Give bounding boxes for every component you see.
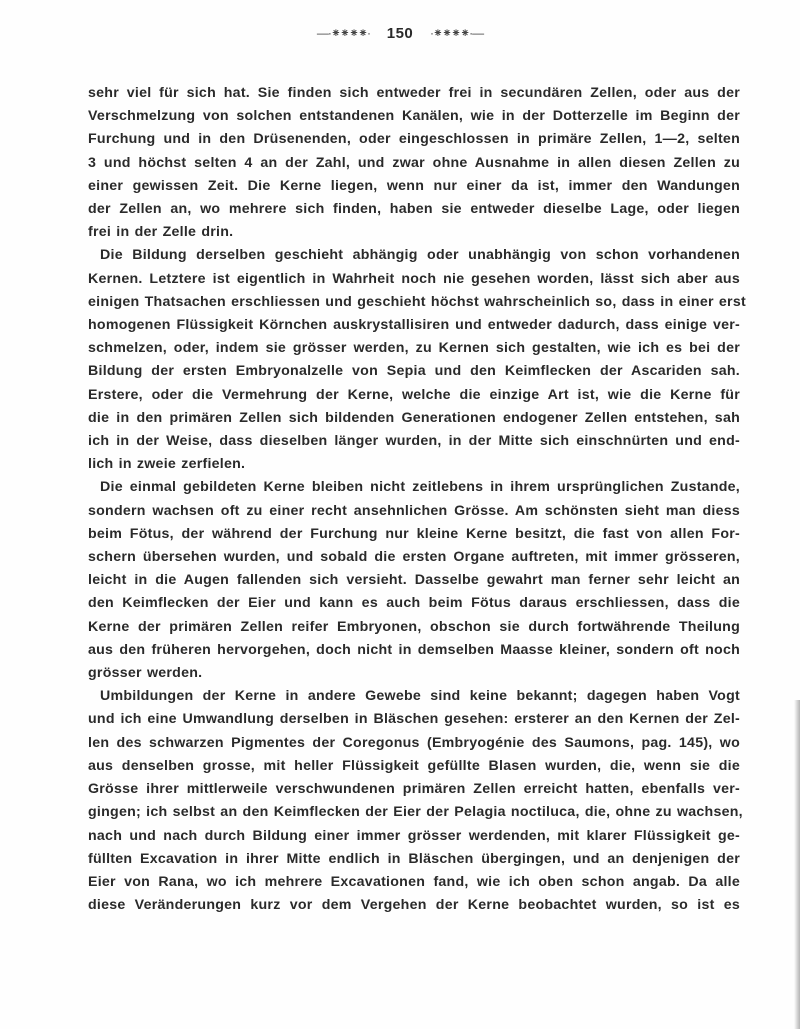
- text-line: frei in der Zelle drin.: [88, 224, 234, 241]
- text-line: Kerne der primären Zellen reifer Embryonen, obschon sie durch fortwährende Theilung: [88, 618, 740, 635]
- text-line: Die Bildung derselben geschieht abhängig oder unabhängig von schon vorhandenen: [100, 247, 740, 264]
- text-line: aus den früheren hervorgehen, doch nicht in demselben Maasse kleiner, sondern oft noch: [88, 641, 740, 658]
- text-line: sondern wachsen oft zu einer recht ansehnlichen Grösse. Am schönsten sieht man diess: [88, 502, 740, 519]
- text-line: einigen Thatsachen erschliessen und geschieht höchst wahrscheinlich so, dass in einer erst: [88, 293, 746, 310]
- text-line: Kernen. Letztere ist eigentlich in Wahrheit noch nie gesehen worden, lässt sich aber aus: [88, 270, 740, 287]
- text-line: homogenen Flüssigkeit Körnchen auskrystallisiren und entweder dadurch, dass einige ver-: [88, 317, 740, 334]
- ornament-left: —·⁕⁕⁕⁕·: [316, 26, 371, 41]
- text-line: 3 und höchst selten 4 an der Zahl, und zwar ohne Ausnahme in allen diesen Zellen zu: [88, 154, 740, 171]
- page-header: [0, 24, 800, 42]
- text-line: und ich eine Umwandlung derselben in Bläschen gesehen: ersterer an den Kernen der Zel-: [88, 711, 740, 728]
- text-line: Eier von Rana, wo ich mehrere Excavationen fand, wie ich oben schon angab. Da alle: [88, 873, 740, 890]
- body-text: [88, 82, 746, 917]
- text-line: Grösse ihrer mittlerweile verschwundenen primären Zellen erreicht hatten, ebenfalls ver-: [88, 781, 740, 798]
- page-edge-shadow: [794, 700, 800, 1029]
- text-line: diese Veränderungen kurz vor dem Vergehen der Kerne beobachtet wurden, so ist es: [88, 897, 740, 914]
- text-line: nach und nach durch Bildung einer immer grösser werdenden, mit klarer Flüssigkeit ge-: [88, 827, 740, 844]
- text-line: leicht in die Augen fallenden sich versieht. Dasselbe gewahrt man ferner sehr leicht an: [88, 572, 740, 589]
- text-line: Erstere, oder die Vermehrung der Kerne, welche die einzige Art ist, wie die Kerne für: [88, 386, 740, 403]
- ornament-right: ·⁕⁕⁕⁕·—: [429, 26, 484, 41]
- text-line: Bildung der ersten Embryonalzelle von Sepia und den Keimflecken der Ascariden sah.: [88, 363, 740, 380]
- text-line: ich in der Weise, dass dieselben länger wurden, in der Mitte sich einschnürten und end-: [88, 433, 740, 450]
- text-line: aus denselben grosse, mit heller Flüssigkeit gefüllte Blasen wurden, die, wenn sie die: [88, 757, 740, 774]
- text-line: gingen; ich selbst an den Keimflecken der Eier der Pelagia noctiluca, die, ohne zu wachsen,: [88, 804, 743, 821]
- text-line: der Zellen an, wo mehrere sich finden, haben sie entweder dieselbe Lage, oder liegen: [88, 201, 740, 218]
- text-line: Die einmal gebildeten Kerne bleiben nicht zeitlebens in ihrem ursprünglichen Zustande,: [100, 479, 740, 496]
- text-line: füllten Excavation in ihrer Mitte endlich in Bläschen übergingen, und an denjenigen der: [88, 850, 740, 867]
- text-line: lich in zweie zerfielen.: [88, 456, 246, 473]
- page-number: 150: [386, 24, 414, 42]
- text-line: Verschmelzung von solchen entstandenen Kanälen, wie in der Dotterzelle im Beginn der: [88, 108, 740, 125]
- text-line: beim Fötus, der während der Furchung nur kleine Kerne besitzt, die fast von allen For-: [88, 525, 740, 542]
- text-line: sehr viel für sich hat. Sie finden sich entweder frei in secundären Zellen, oder aus der: [88, 85, 740, 101]
- text-line: Furchung und in den Drüsenenden, oder eingeschlossen in primäre Zellen, 1—2, selten: [88, 131, 740, 148]
- text-line: die in den primären Zellen sich bildenden Generationen endogener Zellen entstehen, sah: [88, 409, 740, 426]
- text-line: schern übersehen wurden, und sobald die ersten Organe auftreten, mit immer grösseren,: [88, 549, 740, 566]
- text-line: einer gewissen Zeit. Die Kerne liegen, wenn nur einer da ist, immer den Wandungen: [88, 177, 740, 194]
- text-line: den Keimflecken der Eier und kann es auch beim Fötus daraus erschliessen, dass die: [88, 595, 740, 612]
- text-line: len des schwarzen Pigmentes der Coregonus (Embryogénie des Saumons, pag. 145), wo: [88, 734, 740, 751]
- text-line: grösser werden.: [88, 665, 203, 682]
- text-line: schmelzen, oder, indem sie grösser werden, zu Kernen sich gestalten, wie ich es bei der: [88, 340, 740, 357]
- text-line: Umbildungen der Kerne in andere Gewebe sind keine bekannt; dagegen haben Vogt: [100, 688, 740, 705]
